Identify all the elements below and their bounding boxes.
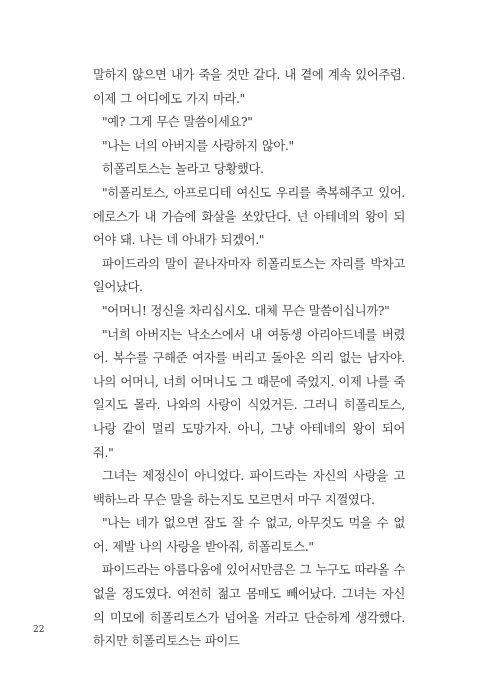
paragraph: 파이드라는 아름다움에 있어서만큼은 그 누구도 따라올 수 없을 정도였다. 여전히 젊고 몸매도 빼어났다. 그녀는 자신의 미모에 히폴리토스가 넘어올 거라고 단순하게 생각했다. 하지만 히폴리토스는 파이드: [93, 563, 405, 649]
paragraph: "너희 아버지는 낙소스에서 내 여동생 아리아드네를 버렸어. 복수를 구해준 여자를 버리고 돌아온 의리 없는 남자야. 나의 어머니, 너희 어머니도 그 때문에 죽었지. 이제 나를 죽일지도 몰라. 나와의 사랑이 식었거든. 그러니 히폴리토스, 나랑 같이 멀리 도망가자. 아니, 그냥 아테네의 왕이 되어줘.": [93, 327, 405, 460]
paragraph: "히폴리토스, 아프로디테 여신도 우리를 축복해주고 있어. 에로스가 내 가슴에 화살을 쏘았단다. 넌 아테네의 왕이 되어야 돼. 나는 네 아내가 되겠어.": [93, 185, 405, 248]
paragraph: "나는 네가 없으면 잠도 잘 수 없고, 아무것도 먹을 수 없어. 제발 나의 사랑을 받아줘, 히폴리토스.": [93, 516, 405, 554]
paragraph: "나는 너의 아버지를 사랑하지 않아.": [102, 138, 294, 153]
page-number: 22: [33, 625, 45, 635]
paragraph: "어머니! 정신을 차리십시오. 대체 무슨 말씀이십니까?": [102, 303, 390, 318]
paragraph: 그녀는 제정신이 아니었다. 파이드라는 자신의 사랑을 고백하느라 무슨 말을 하는지도 모르면서 마구 지껄였다.: [93, 469, 405, 507]
paragraph: 파이드라의 말이 끝나자마자 히폴리토스는 자리를 박차고 일어났다.: [93, 256, 405, 295]
paragraph: 히폴리토스는 놀라고 당황했다.: [102, 162, 264, 177]
paragraph: 말하지 않으면 내가 죽을 것만 같다. 내 곁에 계속 있어주렴. 이제 그 어디에도 가지 마라.": [93, 68, 405, 106]
paragraph: "예? 그게 무슨 말씀이세요?": [102, 115, 253, 130]
body-text: [93, 64, 405, 654]
